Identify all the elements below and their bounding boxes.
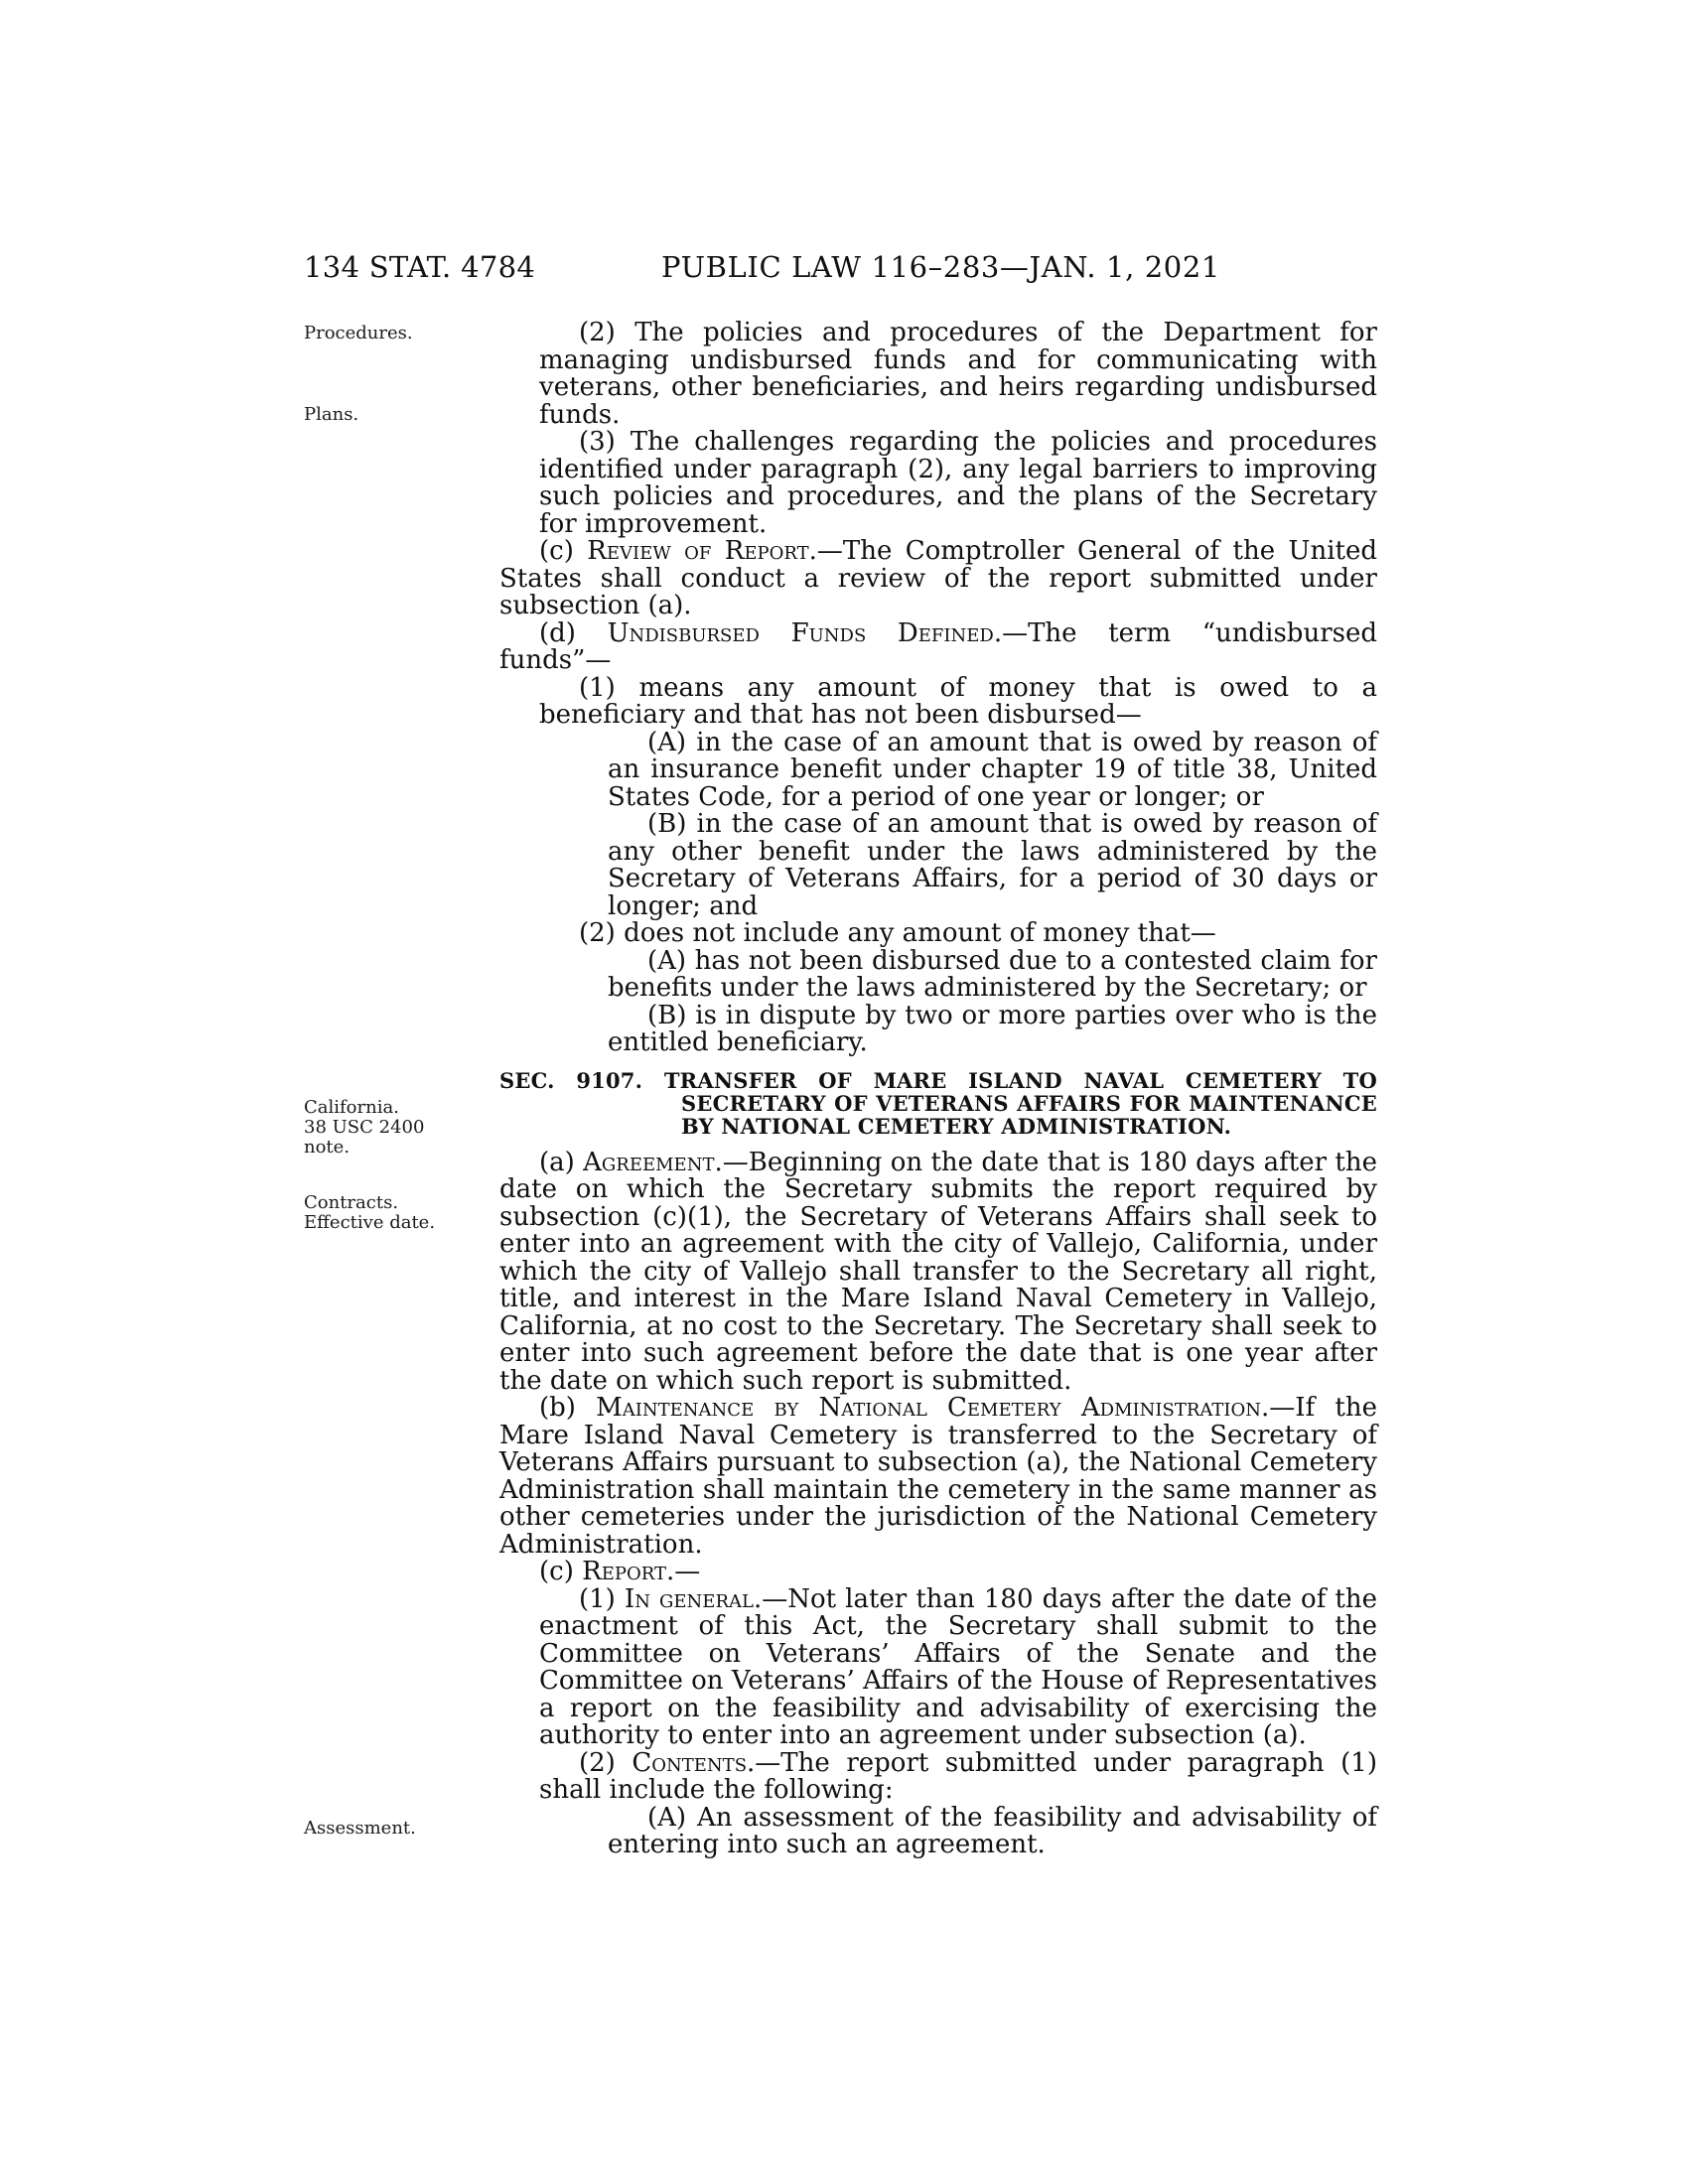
margin-note-assessment: Assessment. — [304, 1818, 416, 1839]
paragraph-d1: (1) means any amount of money that is owed to a beneficiary and that has not been disbursed— — [539, 672, 1377, 730]
paragraph-heading: In general. — [624, 1583, 763, 1614]
subparagraph-c2a: (A) An assessment of the feasibility and advisability of entering into such an agreement. — [608, 1802, 1377, 1859]
paragraph-b3: (3) The challenges regarding the policies and procedures identified under paragraph (2), any legal barriers to improving such policies and procedures, and the plans of the Secretary for improvement. — [539, 427, 1377, 539]
paragraph-text: —The report submitted under paragraph (1) shall include the following: — [539, 1747, 1377, 1805]
margin-note-effective-date: Effective date. — [304, 1212, 436, 1233]
subsection-heading: Report. — [582, 1557, 675, 1586]
subparagraph-d1a: (A) in the case of an amount that is owed by reason of an insurance benefit under chapter 19 of title 38, United States Code, for a period of one year or longer; or — [608, 727, 1377, 812]
margin-note-contracts — [304, 1193, 453, 1233]
subparagraph-d2b: (B) is in dispute by two or more parties over who is the entitled beneficiary. — [608, 1000, 1377, 1057]
subsection-label: (a) — [539, 1147, 584, 1177]
subsection-text: —Beginning on the date that is 180 days after the date on which the Secretary submits the report required by subsection (c)(1), the Secretary of Veterans Affairs shall seek to enter into an agreement with the city of Vallejo, California, under which the city of Vallejo shall transfer to the Secretary all right, title, and interest in the Mare Island Naval Cemetery in Vallejo, California, at no cost to the Secretary. The Secretary shall seek to enter into such agreement before the date that is one year after the date on which such report is submitted. — [499, 1147, 1377, 1396]
margin-note-usc: 38 USC 2400 — [304, 1117, 425, 1138]
subsection-text: —The Comptroller General of the United States shall conduct a review of the report submitted under subsection (a). — [499, 536, 1377, 620]
paragraph-label: (2) — [579, 1747, 633, 1778]
margin-note-california — [304, 1098, 453, 1158]
subsection-text: —The term “undisbursed funds”— — [499, 617, 1378, 675]
stat-page-number: 134 STAT. 4784 — [304, 250, 536, 284]
subsection-c-review — [499, 538, 1377, 620]
paragraph-b2: (2) The policies and procedures of the Department for managing undisbursed funds and for communicating with veterans, other beneficiaries, and heirs regarding undisbursed funds. — [539, 318, 1377, 430]
subsection-b-maintenance — [499, 1395, 1377, 1559]
subsection-label: (c) — [539, 536, 588, 566]
subsection-heading: Agreement. — [583, 1147, 723, 1177]
subsection-label: (b) — [539, 1393, 597, 1423]
paragraph-text: —Not later than 180 days after the date of the enactment of this Act, the Secretary shall submit to the Committee on Veterans’ Affairs of the Senate and the Committee on Veterans’ Affairs of the House of Representatives a report on the feasibility and advisability of exercising the authority to enter into an agreement under subsection (a). — [539, 1583, 1378, 1750]
document-body — [499, 320, 1377, 1859]
margin-note-plans: Plans. — [304, 404, 359, 425]
margin-note-california-text: California. — [304, 1097, 399, 1118]
subsection-text: — — [674, 1557, 701, 1586]
subsection-label: (c) — [539, 1557, 583, 1586]
margin-note-procedures: Procedures. — [304, 323, 413, 343]
paragraph-c2-contents — [499, 1747, 1377, 1805]
paragraph-heading: Contents. — [632, 1747, 756, 1778]
subparagraph-d2a: (A) has not been disbursed due to a contested claim for benefits under the laws administered by the Secretary; or — [608, 945, 1377, 1003]
subsection-a-agreement — [499, 1147, 1377, 1396]
subsection-c-report — [499, 1559, 1377, 1586]
subsection-heading: Maintenance by National Cemetery Administration. — [596, 1393, 1270, 1423]
subsection-d-definition — [499, 617, 1378, 675]
subparagraph-d1b: (B) in the case of an amount that is owed by reason of any other benefit under the laws administered by the Secretary of Veterans Affairs, for a period of 30 days or longer; and — [608, 809, 1377, 921]
section-heading-9107: SEC. 9107. TRANSFER OF MARE ISLAND NAVAL CEMETERY TO SECRETARY OF VETERANS AFFAIRS FOR MAINTENANCE BY NATIONAL CEMETERY ADMINISTRATION. — [499, 1067, 1377, 1139]
public-law-title: PUBLIC LAW 116–283—JAN. 1, 2021 — [661, 250, 1220, 284]
subsection-heading: Review of Report. — [587, 536, 817, 566]
margin-note-note: note. — [304, 1137, 351, 1158]
paragraph-c1-general — [499, 1583, 1378, 1750]
subsection-text: —If the Mare Island Naval Cemetery is transferred to the Secretary of Veterans Affairs pursuant to subsection (a), the National Cemetery Administration shall maintain the cemetery in the same manner as other cemeteries under the jurisdiction of the National Cemetery Administration. — [499, 1393, 1377, 1560]
subsection-heading: Undisbursed Funds Defined. — [607, 617, 1003, 648]
paragraph-label: (1) — [579, 1583, 625, 1614]
paragraph-d2: (2) does not include any amount of money that— — [579, 918, 1216, 948]
subsection-label: (d) — [539, 617, 608, 648]
margin-note-contracts-text: Contracts. — [304, 1192, 399, 1213]
